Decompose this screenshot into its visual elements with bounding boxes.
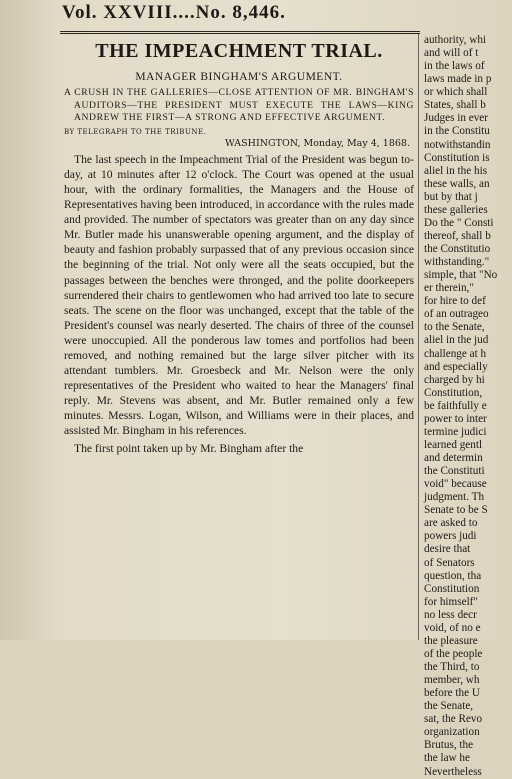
side-column-line: Do the " Consti: [424, 216, 494, 229]
side-column-line: no less decr: [424, 608, 477, 621]
side-column-line: are asked to: [424, 517, 478, 530]
side-column-line: before the U: [424, 687, 480, 700]
side-column-line: organization: [424, 726, 480, 739]
side-column-line: charged by hi: [424, 373, 485, 386]
side-column-line: to the Senate,: [424, 321, 485, 334]
side-column-line: in the laws of: [424, 60, 485, 73]
side-column-line: the Constituti: [424, 465, 485, 478]
side-column-line: Constitution,: [424, 386, 483, 399]
side-column-line: the Senate,: [424, 700, 474, 713]
side-column-line: the Constitutio: [424, 243, 491, 255]
side-column-line: member, wh: [424, 674, 480, 687]
column-separator: [418, 34, 419, 640]
side-column-line: er therein,": [424, 282, 474, 295]
side-column-line: void" because: [424, 478, 487, 491]
side-column-line: the pleasure: [424, 634, 478, 647]
masthead-rule-lower: [60, 33, 420, 34]
side-column-line: learned gentl: [424, 438, 483, 451]
side-column-line: of an outrageo: [424, 308, 489, 321]
side-column-line: simple, that "No: [424, 269, 498, 282]
side-column-line: challenge at h: [424, 347, 487, 360]
side-column-line: powers judi: [424, 530, 477, 543]
article-paragraph: The first point taken up by Mr. Bingham after the: [74, 441, 304, 455]
article-column: [64, 38, 414, 640]
side-column-line: and will of t: [424, 47, 479, 60]
side-column-line: authority, whi: [424, 34, 487, 46]
side-column-line: or which shall: [424, 86, 488, 99]
side-column-line: Nevertheless: [424, 765, 482, 778]
side-column-line: States, shall b: [424, 99, 486, 112]
side-column-line: desire that: [424, 543, 471, 556]
side-column-line: aliel in the his: [424, 164, 488, 177]
side-column-line: void, of no e: [424, 621, 481, 634]
article-deck: A CRUSH IN THE GALLERIES—CLOSE ATTENTION OF MR. BINGHAM'S AUDITORS—THE PRESIDENT MUST EXECUTE THE LAWS—KING ANDREW THE FIRST—A STRONG AND EFFECTIVE ARGUMENT.: [64, 87, 414, 124]
side-column-line: of the people: [424, 647, 483, 660]
side-column-line: for hire to def: [424, 295, 486, 308]
side-column-line: termine judici: [424, 425, 487, 438]
side-column-line: Constitution: [424, 582, 480, 595]
side-column-line: Brutus, the: [424, 739, 474, 752]
side-column-line: the Third, to: [424, 661, 480, 673]
side-column-line: thereof, shall b: [424, 229, 491, 242]
side-column-line: of Senators: [424, 556, 475, 569]
article-dateline: WASHINGTON, Monday, May 4, 1868.: [225, 137, 410, 149]
side-column-line: Judges in ever: [424, 112, 489, 125]
masthead-volume-number: Vol. XXVIII....No. 8,446.: [62, 2, 286, 23]
side-column-line: judgment. Th: [424, 491, 485, 504]
side-column-line: these walls, an: [424, 177, 490, 190]
side-column-line: power to inter: [424, 412, 487, 425]
masthead-rule: [60, 31, 420, 32]
side-column-line: and determin: [424, 452, 483, 464]
side-column-line: these galleries: [424, 203, 488, 216]
side-column-line: Constitution is: [424, 151, 490, 164]
side-column-line: in the Constitu: [424, 125, 490, 138]
side-column-line: question, tha: [424, 569, 482, 582]
article-headline: THE IMPEACHMENT TRIAL.: [95, 40, 383, 62]
side-column-line: aliel in the jud: [424, 334, 489, 347]
side-column-line: Senate to be S: [424, 504, 488, 517]
side-column-line: be faithfully e: [424, 399, 487, 412]
side-column-line: notwithstandin: [424, 138, 491, 151]
article-paragraph: The last speech in the Impeachment Trial of the President was begun to-day, at 10 minutes after 12 o'clock. The Court was opened at the usual hour, with the ordinary formalities, the Managers and the House of Representatives having been introduced, in accordance with the rules made and provided. The number of spectators was greater than on any day since Mr. Butler made his unanswerable opening argument, and the display of beauty and fashion probably surpassed that of any previous occasion since the beginning of the trial. Not only were all the seats occupied, but the passages between the benches were thronged, and the polite doorkeepers surrendered their chairs to gentlewomen who had arrived too late to secure seats. The scene on the floor was unchanged, except that the table of the President's counsel was nearly deserted. The chairs of three of the counsel were unoccupied. All the ponderous law tomes and portfolios had been removed, and nothing remained but the large silver pitcher with its attendant tumblers. Mr. Groesbeck and Mr. Nelson were the only representatives of the President who waited to hear the Managers' final reply. Mr. Stevens was absent, and Mr. Butler remained only a few minutes. Messrs. Logan, Wilson, and Williams were in their places, and assisted Mr. Bingham in his references.: [64, 152, 414, 438]
article-byline: BY TELEGRAPH TO THE TRIBUNE.: [64, 127, 207, 136]
article-subhead: MANAGER BINGHAM'S ARGUMENT.: [135, 71, 343, 83]
side-column-line: and especially: [424, 360, 488, 373]
side-column-line: for himself": [424, 595, 478, 608]
side-column-line: withstanding.": [424, 256, 490, 269]
side-column-line: the law he: [424, 752, 470, 765]
side-column-line: laws made in p: [424, 73, 492, 86]
adjacent-column: [424, 34, 512, 778]
side-column-line: sat, the Revo: [424, 713, 483, 726]
side-column-line: but by that j: [424, 190, 478, 203]
